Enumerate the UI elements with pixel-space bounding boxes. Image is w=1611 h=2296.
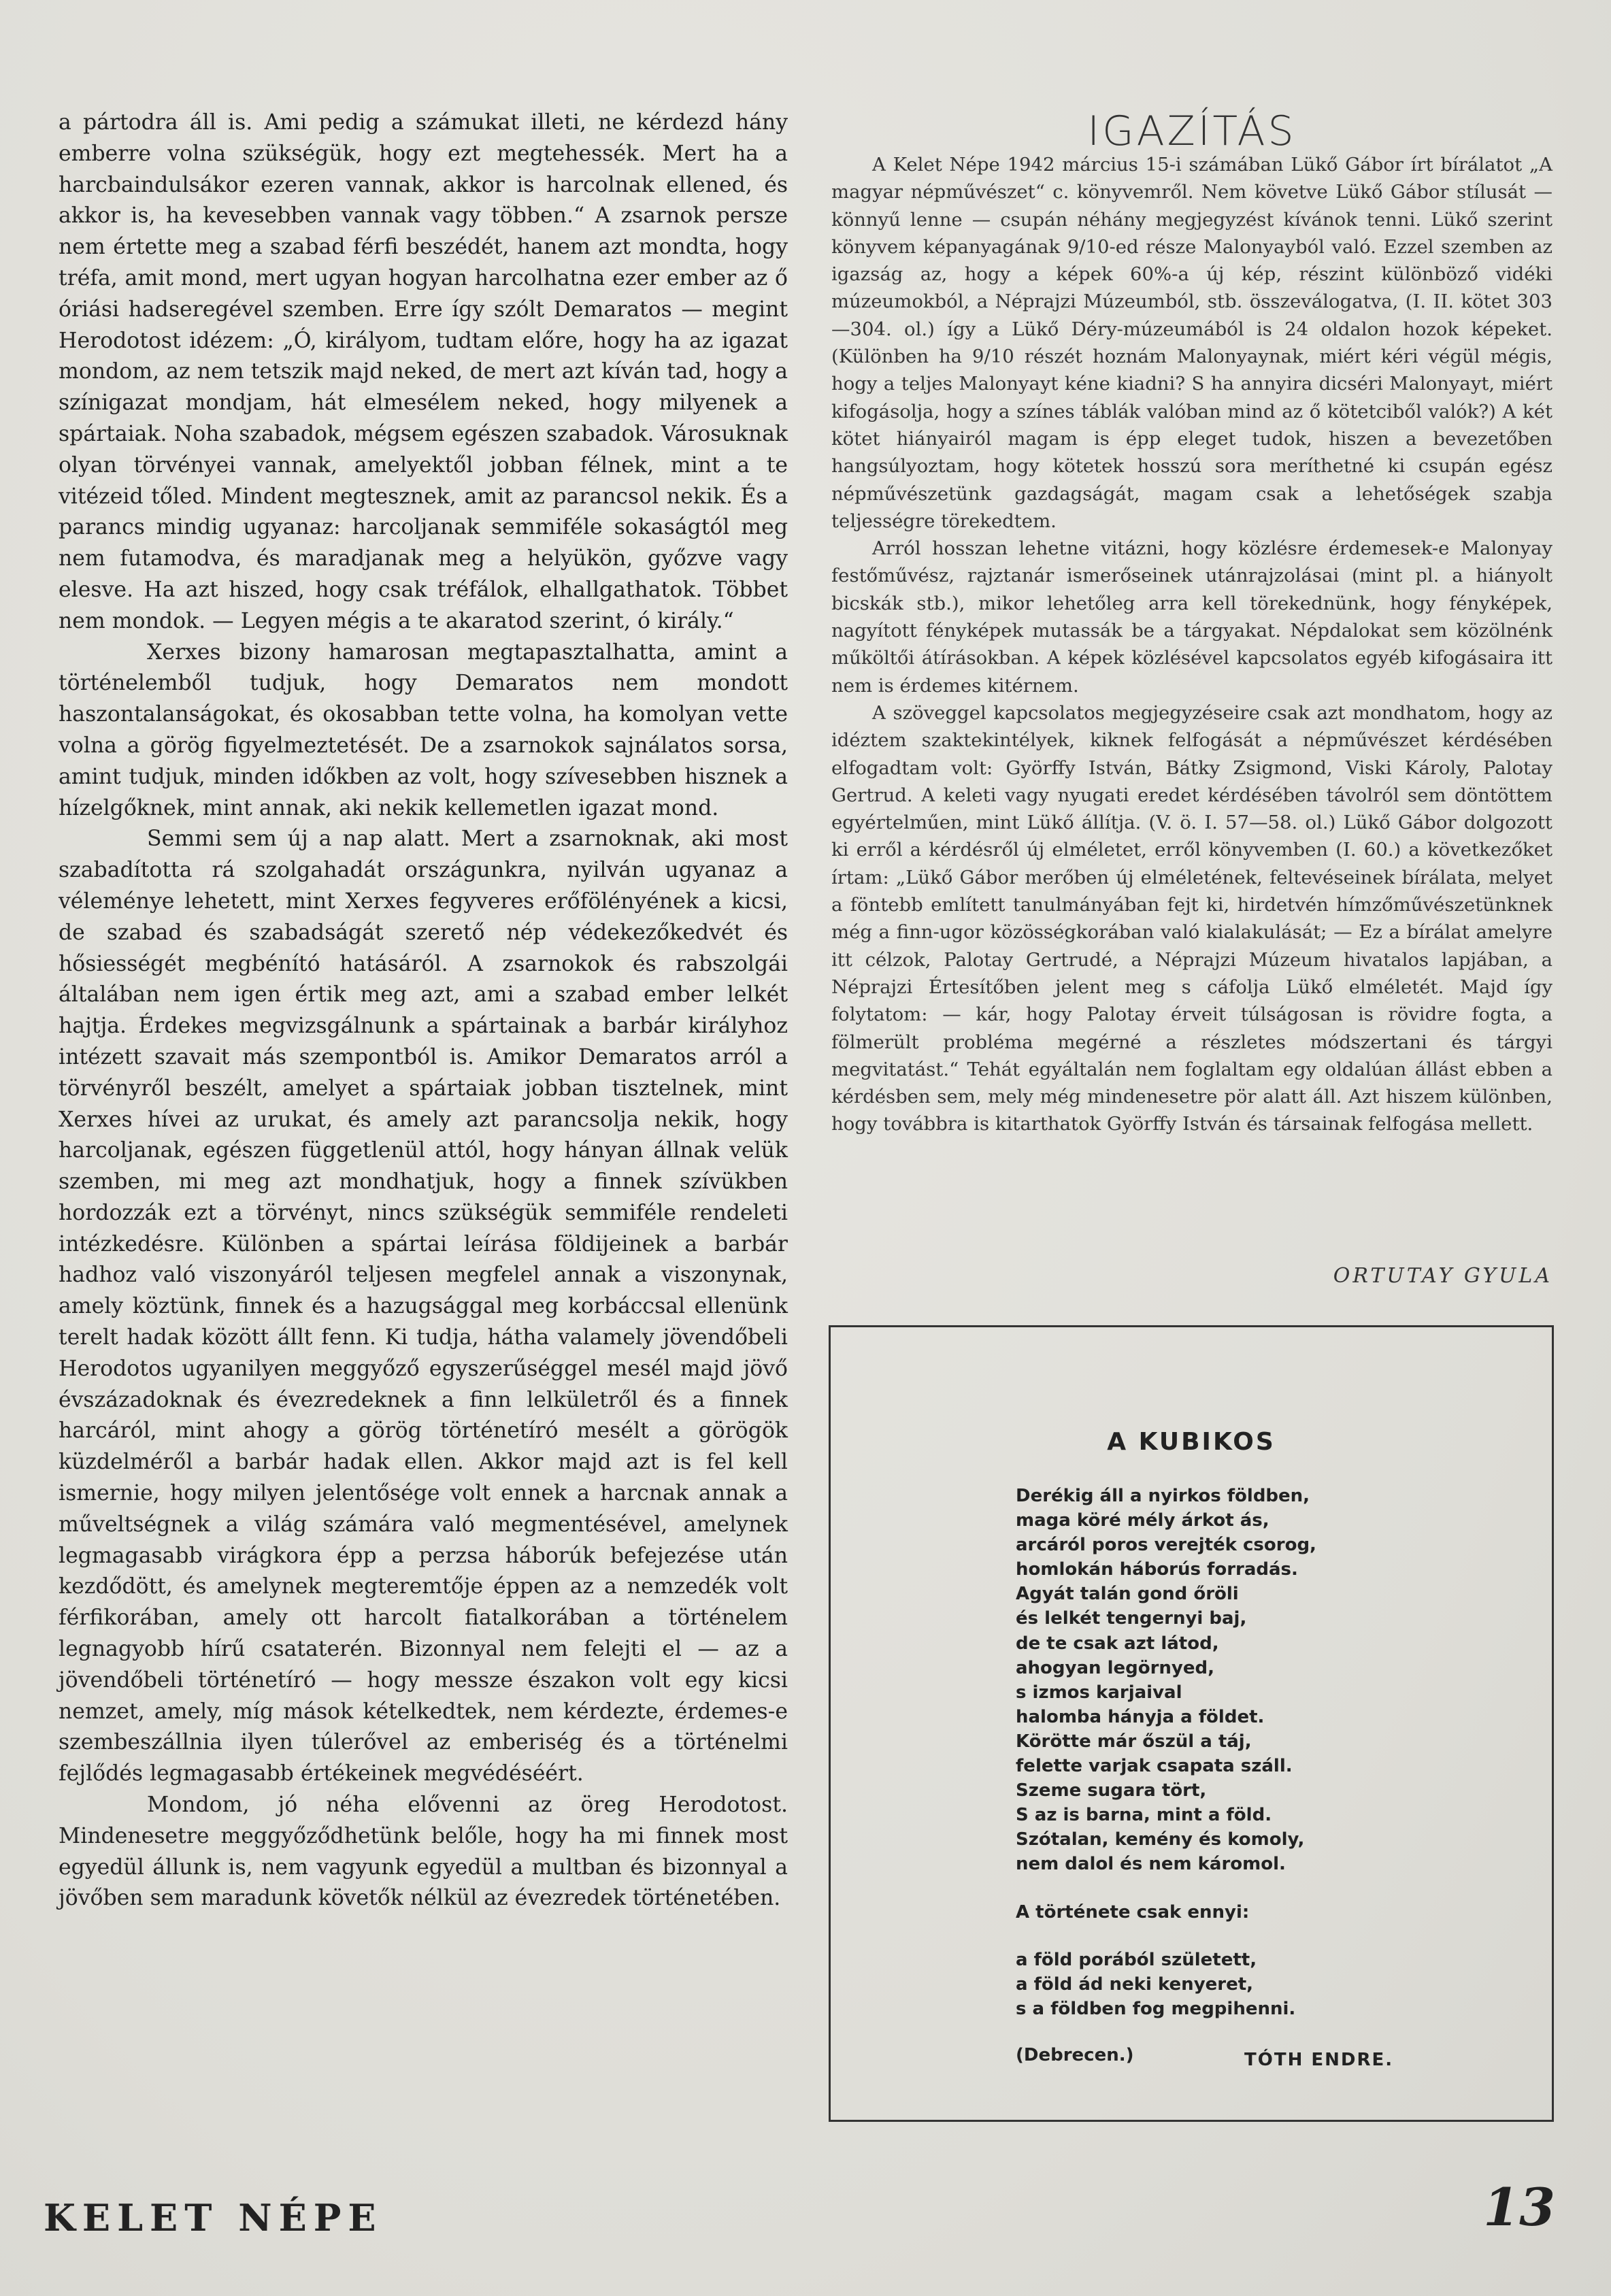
poem-line: és lelkét tengernyi baj, <box>1016 1608 1247 1629</box>
article-paragraph: a pártodra áll is. Ami pedig a számukat illeti, ne kérdezd hány emberre volna szükségük, hogy ezt megtehessék. Mert ha a harcbaindulsákor ezeren vannak, akkor is harcolnak ellened, és akkor is, ha kevesebben vannak vagy többen.“ A zsarnok persze nem értette meg a szabad férfi beszédét, hanem azt mondta, hogy tréfa, amit mond, mert ugyan hogyan harcolhatna ezer ember az ő óriási hadseregével szemben. Erre így szólt Demaratos — megint Herodotost idézem: „Ó, királyom, tudtam előre, hogy ha az igazat mondom, az nem tetszik majd neked, de mert azt kíván tad, hogy a színigazat mondjam, hát elmesélem neked, hogy milyenek a spártaiak. Noha szabadok, mégsem egészen szabadok. Városuknak olyan törvényei vannak, amelyektől jobban félnek, mint a te vitézeid tőled. Mindent megtesznek, amit az parancsol nekik. És a parancs mindig ugyanaz: harcoljanak semmiféle sokaságtól meg nem futamodva, és maradjanak meg a helyükön, győzve vagy elesve. Ha azt hiszed, hogy csak tréfálok, elhallgathatok. Többet nem mondok. — Legyen mégis a te akaratod szerint, ó király.“ <box>59 110 788 633</box>
poem-title: A KUBIKOS <box>1107 1428 1276 1456</box>
correction-paragraph: A szöveggel kapcsolatos megjegyzéseire csak azt mondhatom, hogy az idéztem szaktekintélyek, kiknek felfogását a népművészet kérdésében elfogadtam volt: Györffy István, Bátky Zsigmond, Viski Károly, Palotay Gertrud. A keleti vagy nyugati eredet kérdésében távolról sem döntöttem egyértelműen, mint Lükő állítja. (V. ö. I. 57—58. ol.) Lükő Gábor dolgozott ki erről a kérdésről új elméletet, erről könyvemben (I. 60.) a következőket írtam: „Lükő Gábor merőben új elméletének, feltevéseinek bírálata, melyet a föntebb említett tanulmányában fejt ki, hirdetvén hímzőművészetünknek még a finn-ugor közösségkorában való kialakulását; — Ez a bírálat amelyre itt célzok, Palotay Gertrudé, a Néprajzi Múzeum hivatalos lapjában, a Néprajzi Értesítőben jelent meg s cáfolja Lükő elméletét. Majd így folytatom: — kár, hogy Palotay érveit túlságosan is rövidre fogta, a fölmerült probléma megérné a részletes módszertani és tárgyi megvitatást.“ Tehát egyáltalán nem foglaltam egy oldalúan állást ebben a kérdésben sem, mely még mindenesetre pör alatt áll. Azt hiszem különben, hogy továbbra is kitarthatok Györffy István és társainak felfogása mellett. <box>831 701 1552 1135</box>
correction-heading: IGAZÍTÁS <box>1087 107 1297 155</box>
poem-line: Agyát talán gond őröli <box>1016 1584 1239 1605</box>
poem-line: s izmos karjaival <box>1016 1682 1182 1703</box>
poem-line: ahogyan legörnyed, <box>1016 1657 1215 1678</box>
poem-line: a föld ád neki kenyeret, <box>1016 1974 1254 1995</box>
poem-line: Szótalan, kemény és komoly, <box>1016 1829 1305 1850</box>
poem-place: (Debrecen.) <box>1016 2045 1134 2065</box>
article-paragraph: Xerxes bizony hamarosan megtapasztalhatta, amint a történelemből tudjuk, hogy Demaratos nem mondott haszontalanságokat, és okosabban tette volna, ha komolyan vette volna a görög figyelmeztetését. De a zsarnokok sajnálatos sorsa, amint tudjuk, minden időkben az volt, hogy szívesebben hisznek a hízelgőknek, mint annak, aki nekik kellemetlen igazat mond. <box>59 639 788 820</box>
poem-box <box>829 1325 1554 2122</box>
article-paragraph: Semmi sem új a nap alatt. Mert a zsarnoknak, aki most szabadította rá szolgahadát országunkra, nyilván ugyanaz a véleménye lehetett, mint Xerxes fegyveres erőfölényének a kicsi, de szabad és szabadságát szerető nép védekezőkedvét és hősiességét megbénító hatásáról. A zsarnokok és rabszolgái általában nem igen értik meg azt, ami a szabad ember lelkét hajtja. Érdekes megvizsgálnunk a spártainak a barbár királyhoz intézett szavait más szempontból is. Amikor Demaratos arról a törvényről beszélt, amelyet a spártaiak jobban tisztelnek, mint Xerxes hívei az urukat, és amely azt parancsolja nekik, hogy harcoljanak, egészen függetlenül attól, hogy hányan állnak velük szemben, mi meg azt mondhatjuk, hogy a finnek szívükben hordozzák ezt a törvényt, nincs szükségük semmiféle rendeleti intézkedésre. Különben a spártai leírása földijeinek a barbár hadhoz való viszonyáról teljesen megfelel annak a viszonynak, amely köztünk, finnek és a hazugsággal meg korbáccsal ellenünk terelt hadak között állt fenn. Ki tudja, hátha valamely jövendőbeli Herodotos ugyanilyen meggyőző egyszerűséggel mesél majd jövő évszázadoknak és évezredeknek a finn lelkületről és a finnek harcáról, mint ahogy a görög történetíró mesélt a görögök küzdelméről a barbár hadak ellen. Akkor majd azt is fel kell ismernie, hogy milyen jelentősége volt ennek a harcnak annak a műveltségnek a világ számára való megmentésével, amelynek legmagasabb virágkora épp a perzsa háborúk befejezése után kezdődött, és amelynek megteremtője éppen az a nemzedék volt férfikorában, amely ott harcolt fiatalkorában a történelem legnagyobb hírű csataterén. Bizonnyal nem felejti el — az a jövendőbeli történetíró — hogy messze északon volt egy kicsi nemzet, amely, míg mások kételkedtek, nem kérdezte, érdemes-e szembeszállnia ilyen túlerővel az emberiség és a történelmi fejlődés legmagasabb értékeinek megvédéséért. <box>59 827 788 1786</box>
poem-line: arcáról poros verejték csorog, <box>1016 1535 1316 1556</box>
poem-line: S az is barna, mint a föld. <box>1016 1805 1272 1826</box>
poem-line: felette varjak csapata száll. <box>1016 1756 1293 1777</box>
correction-paragraph: A Kelet Népe 1942 március 15-i számában Lükő Gábor írt bírálatot „A magyar népművészet“ c. könyvemről. Nem követve Lükő Gábor stílusát — könnyű lenne — csupán néhány megjegyzést kívánok tenni. Lükő szerint könyvem képanyagának 9/10-ed része Malonyayból való. Ezzel szemben az igazság az, hogy a képek 60%-a új kép, részint különböző vidéki múzeumokból, a Néprajzi Múzeumból, stb. összeválogatva, (I. II. kötet 303—304. ol.) így a Lükő Déry-múzeumából is 24 oldalon hozok képeket. (Különben ha 9/10 részét hoznám Malonyaynak, miért kéri végül mégis, hogy a teljes Malonyayt kéne kiadni? S ha annyira dicséri Malonyayt, miért kifogásolja, hogy a színes táblák valóban mind az ő kötetciből valók?) A két kötet hiányairól magam is épp eleget tudok, hiszen a bevezetőben hangsúlyoztam, hogy kötetek hosszú sora meríthetné ki csupán egész népművészetünk gazdagságát, magam csak a lehetőségek szabja teljességre törekedtem. <box>831 154 1552 532</box>
article-paragraph: Mondom, jó néha elővenni az öreg Herodotost. Mindenesetre meggyőződhetünk belőle, hogy ha mi finnek most egyedül állunk is, nem vagyunk egyedül a multban és bizonnyal a jövőben sem maradunk követők nélkül az évezredek történetében. <box>59 1793 788 1911</box>
page-number: 13 <box>1483 2177 1555 2237</box>
poem-line: de te csak azt látod, <box>1016 1633 1219 1654</box>
poem-line: a föld porából született, <box>1016 1949 1257 1970</box>
poem-body <box>1016 1484 1492 2021</box>
correction-signature: ORTUTAY GYULA <box>1333 1264 1552 1288</box>
poem-line: A története csak ennyi: <box>1016 1901 1250 1923</box>
poem-line: Derékig áll a nyirkos földben, <box>1016 1486 1310 1506</box>
poem-author: TÓTH ENDRE. <box>1244 2050 1394 2070</box>
poem-line: halomba hányja a földet. <box>1016 1706 1265 1727</box>
left-column-article <box>59 107 788 1914</box>
correction-paragraph: Arról hosszan lehetne vitázni, hogy közlésre érdemesek-e Malonyay festőművész, rajztanár ismerőseinek utánrajzolásai (mint pl. a hiányolt bicskák stb.), mikor lehetőleg arra kell törekednünk, hogy fényképek, nagyított fényképek mutassák be a tárgyakat. Népdalokat sem közölnénk műköltői átírásokban. A képek közlésével kapcsolatos egyéb kifogásaira itt nem is érdemes kitérnem. <box>831 537 1552 697</box>
poem-line: Körötte már őszül a táj, <box>1016 1731 1252 1752</box>
poem-line: s a földben fog megpihenni. <box>1016 1998 1296 2019</box>
poem-line: maga köré mély árkot ás, <box>1016 1510 1269 1531</box>
journal-title: KELET NÉPE <box>44 2196 383 2240</box>
poem-line: homlokán háborús forradás. <box>1016 1559 1298 1580</box>
poem-line: nem dalol és nem káromol. <box>1016 1854 1286 1875</box>
right-column-correction <box>831 151 1552 1138</box>
poem-line: Szeme sugara tört, <box>1016 1780 1207 1801</box>
